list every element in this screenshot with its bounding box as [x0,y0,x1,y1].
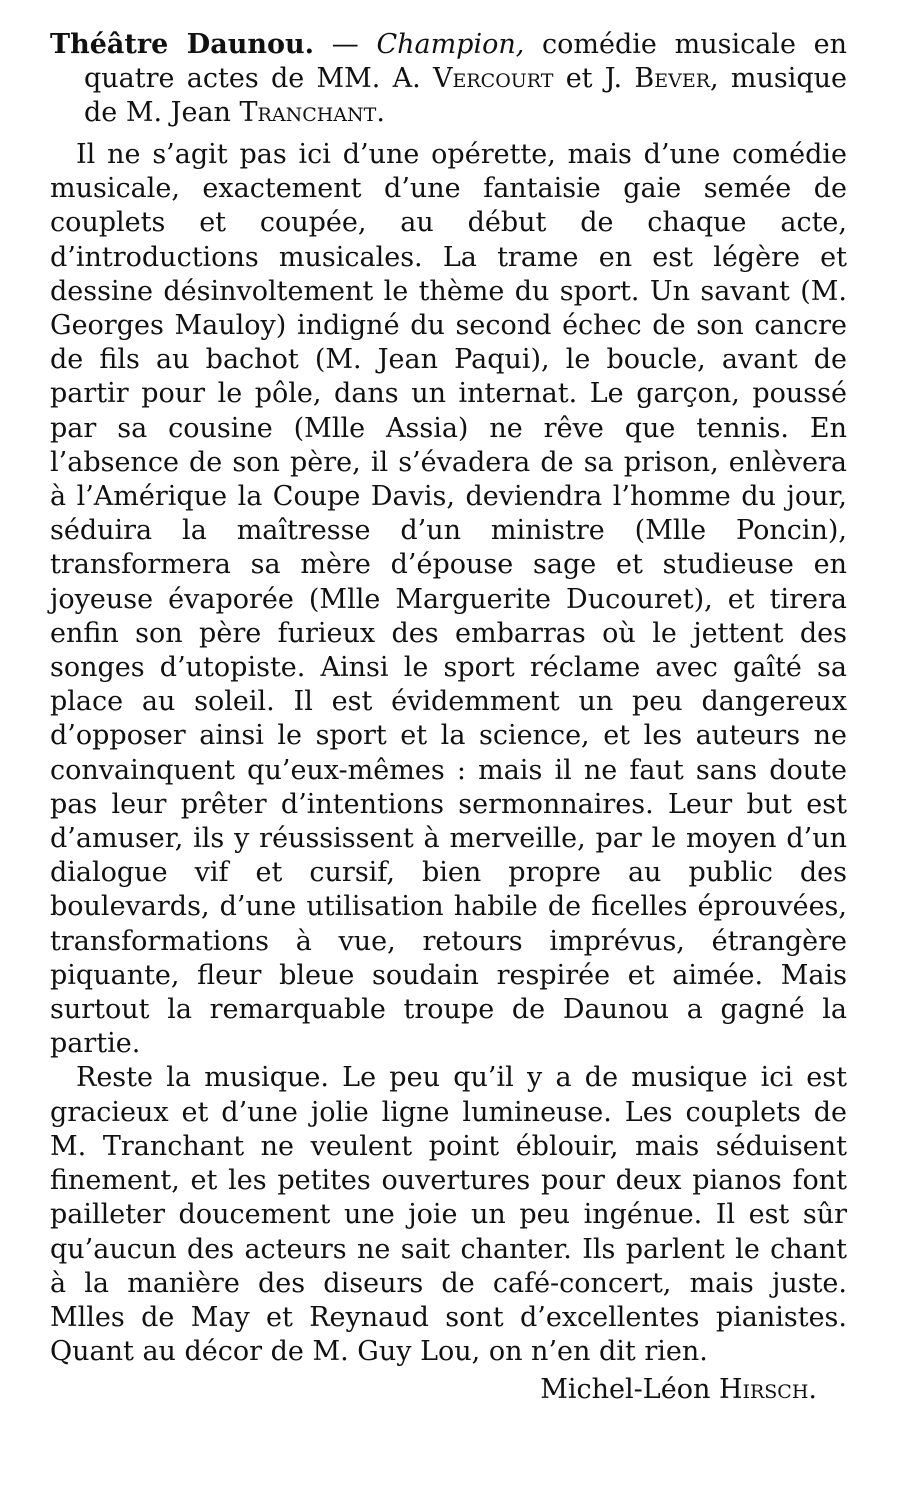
heading-desc-2: et J. [553,63,635,94]
heading-desc-3: musique de M. Jean [84,63,847,128]
heading-desc-1: comédie musicale en quatre actes de MM. A. [84,29,847,94]
author-vercourt: Vercourt [432,63,554,94]
venue-name: Théâtre Daunou. [50,29,315,60]
composer-tranchant: Tranchant. [239,97,385,128]
paragraph-music: Reste la musique. Le peu qu’il y a de musique ici est gracieux et d’une jolie ligne lumineuse. Les couplets de M. Tranchant ne veulent point éblouir, mais séduisent finement, et les petites ouvertures pour deux pianos font pailleter doucement une joie un peu ingénue. Il est sûr qu’aucun des acteurs ne sait chanter. Ils parlent le chant à la manière des diseurs de café-concert, mais juste. Mlles de May et Reynaud sont d’excellentes pianistes. Quant au décor de M. Guy Lou, on n’en dit rien. [50,1062,847,1368]
signature [50,1373,817,1407]
play-title: Champion, [376,29,525,60]
review-page [50,28,847,1407]
review-heading [50,28,847,130]
author-bever: Bever, [634,63,719,94]
heading-dash: — [314,29,377,60]
signature-last: Hirsch. [718,1374,817,1406]
signature-first: Michel-Léon [540,1374,719,1406]
paragraph-plot: Il ne s’agit pas ici d’une opérette, mais d’une comédie musicale, exactement d’une fantaisie gaie semée de couplets et coupée, au début de chaque acte, d’introductions musicales. La trame en est légère et dessine désinvoltement le thème du sport. Un savant (M. Georges Mauloy) indigné du second échec de son cancre de fils au bachot (M. Jean Paqui), le boucle, avant de partir pour le pôle, dans un internat. Le garçon, poussé par sa cousine (Mlle Assia) ne rêve que tennis. En l’absence de son père, il s’évadera de sa prison, enlèvera à l’Amérique la Coupe Davis, deviendra l’homme du jour, séduira la maîtresse d’un ministre (Mlle Poncin), transformera sa mère d’épouse sage et studieuse en joyeuse évaporée (Mlle Marguerite Ducouret), et tirera enfin son père furieux des embarras où le jettent des songes d’utopiste. Ainsi le sport réclame avec gaîté sa place au soleil. Il est évidemment un peu dangereux d’opposer ainsi le sport et la science, et les auteurs ne convainquent qu’eux-mêmes : mais il ne faut sans doute pas leur prêter d’intentions sermonnaires. Leur but est d’amuser, ils y réussissent à merveille, par le moyen d’un dialogue vif et cursif, bien propre au public des boulevards, d’une utilisation habile de ficelles éprouvées, transformations à vue, retours imprévus, étrangère piquante, fleur bleue soudain respirée et aimée. Mais surtout la remarquable troupe de Daunou a gagné la partie. [50,139,847,1060]
